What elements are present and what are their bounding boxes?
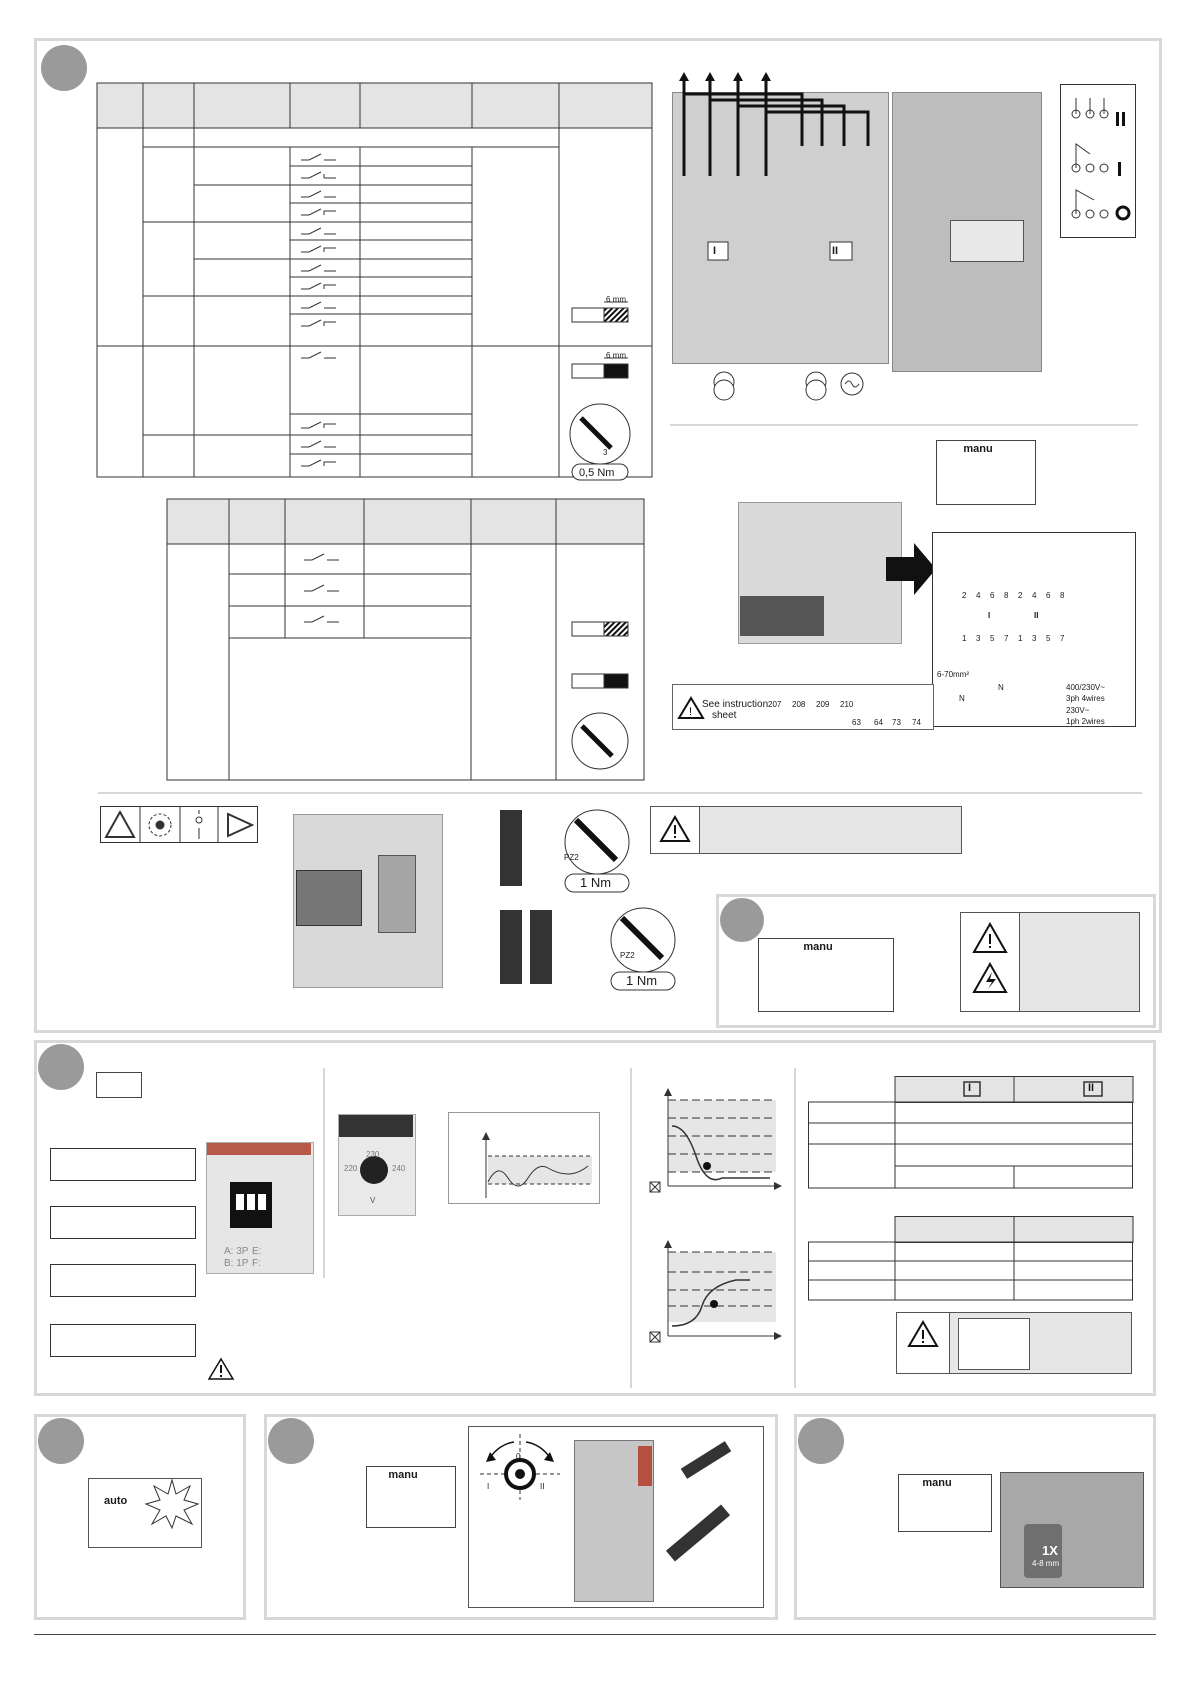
rot-two: II: [540, 1482, 545, 1491]
dip-legend-e: E:: [252, 1246, 262, 1257]
terminal-top-4: 8: [1004, 591, 1009, 600]
pz2-label-b: PZ2: [620, 951, 635, 960]
pos-i-label: I: [713, 245, 717, 257]
positions-legend-diagram: [1060, 84, 1136, 238]
setting-box-1: [50, 1148, 196, 1181]
pz2-label-a: PZ2: [564, 853, 579, 862]
wiring-3ph-wires: 3ph 4wires: [1066, 694, 1105, 703]
terminal-bottom-1: 1: [962, 634, 967, 643]
torque-small: 0,5 Nm: [579, 467, 615, 479]
connector-plug-image: [740, 596, 824, 636]
padlock-count: 1X: [1042, 1543, 1058, 1558]
voltage-knob-stripe: [339, 1115, 413, 1137]
handle-rotation-image: [958, 1318, 1030, 1370]
dip-legend-b: B: 1P: [224, 1258, 249, 1269]
wiring-1ph-voltage: 230V~: [1066, 706, 1090, 715]
dip-legend-a: A: 3P: [224, 1246, 249, 1257]
wire-section: 6-70mm²: [937, 670, 970, 679]
warning-icon: [972, 922, 1008, 954]
terminal-pos-i: I: [988, 611, 991, 620]
strip-length-a: 6 mm: [606, 295, 626, 304]
terminal-top-1: 2: [962, 591, 967, 600]
separator-4: [630, 1068, 632, 1388]
terminal-bottom-6: 3: [1032, 634, 1037, 643]
terminal-top-3: 6: [990, 591, 995, 600]
neutral-label-a: N: [998, 683, 1004, 692]
handle-part-double-b: [530, 910, 552, 984]
ref-208: 208: [792, 700, 806, 709]
neutral-label-b: N: [959, 694, 965, 703]
wiring-1ph-wires: 1ph 2wires: [1066, 717, 1105, 726]
wiring-3ph-voltage: 400/230V~: [1066, 683, 1105, 692]
warning-icon: [678, 696, 704, 720]
manual-mode-icon-step2: manu: [758, 938, 894, 1012]
warning-icon: [659, 815, 691, 843]
setting-box-4: [50, 1324, 196, 1357]
footer-rule: [34, 1634, 1156, 1635]
handle-block-image: [378, 855, 416, 933]
contact-table: [96, 82, 656, 482]
terminal-bottom-2: 3: [976, 634, 981, 643]
instruction-note-line-2: sheet: [712, 710, 737, 721]
aux-contact-table: [166, 498, 646, 783]
ref-64: 64: [874, 718, 883, 727]
rot-one: I: [487, 1482, 490, 1491]
dip-switch-toggle-2[interactable]: [247, 1194, 255, 1210]
overvoltage-graph: [650, 1240, 782, 1352]
terminal-bottom-7: 5: [1046, 634, 1051, 643]
ref-210: 210: [840, 700, 854, 709]
separator-1: [670, 424, 1138, 426]
handle-part-double-a: [500, 910, 522, 984]
step-marker-6: [798, 1418, 844, 1464]
torque-1nm-b: 1 Nm: [626, 973, 658, 988]
step-marker-4: [38, 1418, 84, 1464]
voltage-tolerance-graph: [448, 1112, 600, 1204]
terminal-bottom-5: 1: [1018, 634, 1023, 643]
ref-63: 63: [852, 718, 861, 727]
step-marker-2: [720, 898, 764, 942]
torque-1nm-a: 1 Nm: [580, 875, 612, 890]
handle-part-single: [500, 810, 522, 886]
ref-207: 207: [768, 700, 782, 709]
manual-mode-icon-step6: manu: [898, 1474, 992, 1532]
dip-legend-f: F:: [252, 1258, 261, 1269]
terminal-top-2: 4: [976, 591, 981, 600]
auto-flash-icon: [144, 1478, 200, 1530]
electric-hazard-icon: [972, 962, 1008, 994]
svg-text:!: !: [689, 706, 693, 718]
terminal-top-6: 4: [1032, 591, 1037, 600]
ref-74: 74: [912, 718, 921, 727]
manual-mode-small-icon: [96, 1072, 142, 1098]
dip-switch-toggle-3[interactable]: [258, 1194, 266, 1210]
handle-window-photo: [296, 870, 362, 926]
terminal-top-7: 6: [1046, 591, 1051, 600]
setting-box-2: [50, 1206, 196, 1239]
warning-icon: [208, 1358, 234, 1380]
step-marker-5: [268, 1418, 314, 1464]
source-ii-header: II: [1088, 1082, 1095, 1094]
handle-rotation-diagram: [470, 1430, 570, 1510]
ref-73: 73: [892, 718, 901, 727]
padlock-photo: [1000, 1472, 1144, 1588]
setting-box-3: [50, 1264, 196, 1297]
separator-2: [98, 792, 1142, 794]
step-marker-3: [38, 1044, 84, 1090]
handle-icons: [100, 806, 258, 843]
handle-window: [950, 220, 1024, 262]
step-marker-1: [41, 45, 87, 91]
timer-table: [808, 1216, 1134, 1302]
arrow-right: [886, 543, 936, 595]
pos-ii-label: II: [832, 245, 839, 257]
terminal-pos-ii: II: [1034, 611, 1039, 620]
source-i-header: I: [968, 1082, 972, 1094]
separator-3: [323, 1068, 325, 1278]
terminal-bottom-8: 7: [1060, 634, 1065, 643]
manual-mode-icon: manu: [936, 440, 1036, 505]
dip-switch-toggle-1[interactable]: [236, 1194, 244, 1210]
instruction-note-line-1: See instruction: [702, 699, 769, 710]
dip-switch-stripe: [207, 1143, 311, 1155]
manual-mode-icon-step5: manu: [366, 1466, 456, 1528]
auto-label: auto: [104, 1495, 128, 1507]
terminal-top-5: 2: [1018, 591, 1023, 600]
warning-icon: [907, 1320, 939, 1348]
switch-3d-red: [638, 1446, 652, 1486]
ref-209: 209: [816, 700, 830, 709]
knob-scale-right: 240: [392, 1164, 406, 1173]
knob-scale-left: 220: [344, 1164, 358, 1173]
terminal-top-8: 8: [1060, 591, 1065, 600]
undervoltage-graph: [650, 1086, 782, 1204]
knob-scale-top: 230: [366, 1150, 380, 1159]
rot-zero: 0: [516, 1452, 521, 1461]
terminal-bottom-3: 5: [990, 634, 995, 643]
separator-5: [794, 1068, 796, 1388]
screwdriver-size: 3: [603, 448, 608, 457]
strip-length-b: 6 mm: [606, 351, 626, 360]
padlock-size: 4-8 mm: [1032, 1559, 1060, 1568]
knob-scale-unit: V: [370, 1196, 376, 1205]
terminal-bottom-4: 7: [1004, 634, 1009, 643]
